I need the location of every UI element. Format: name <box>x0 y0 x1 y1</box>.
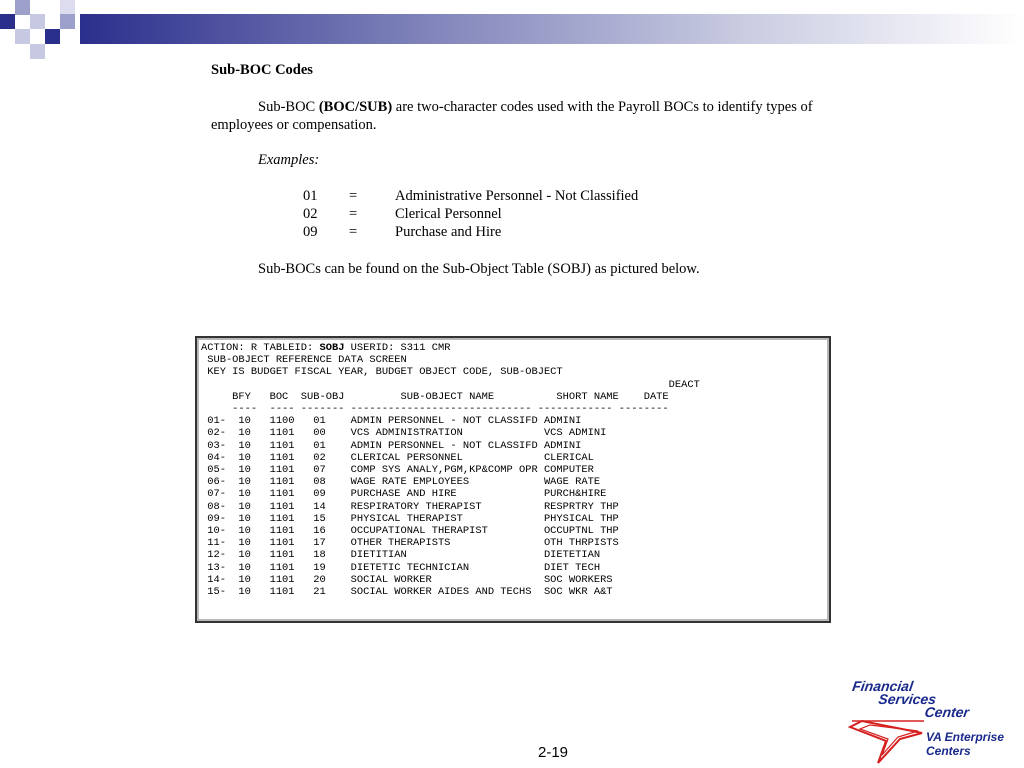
example-description: Administrative Personnel - Not Classified <box>395 188 639 204</box>
table-row: 07- 10 1101 09 PURCHASE AND HIRE PURCH&HIRE <box>201 488 607 501</box>
table-row: 11- 10 1101 17 OTHER THERAPISTS OTH THRPISTS <box>201 537 619 550</box>
intro-pre: Sub-BOC <box>258 99 319 115</box>
example-equals: = <box>349 224 358 240</box>
terminal-content <box>201 342 825 617</box>
example-description: Clerical Personnel <box>395 206 502 222</box>
decor-square <box>0 14 15 29</box>
intro-paragraph <box>211 98 831 134</box>
action-line <box>201 342 450 354</box>
header-deact-line: DEACT <box>201 378 700 391</box>
example-code: 01 <box>303 188 318 204</box>
table-row: 05- 10 1101 07 COMP SYS ANALY,PGM,KP&COMP OPR COMPUTER <box>201 464 594 476</box>
closing-paragraph: Sub-BOCs can be found on the Sub-Object Table (SOBJ) as pictured below. <box>258 261 700 277</box>
example-equals: = <box>349 206 358 222</box>
column-divider-line: ---- ---- ------- ----------------------------- ------------ -------- <box>201 403 669 415</box>
decor-square <box>15 0 30 15</box>
example-code: 02 <box>303 206 318 222</box>
table-id: SOBJ <box>319 342 345 354</box>
table-row: 13- 10 1101 19 DIETETIC TECHNICIAN DIET TECH <box>201 561 601 574</box>
table-row: 06- 10 1101 08 WAGE RATE EMPLOYEES WAGE RATE <box>201 476 601 489</box>
table-row: 04- 10 1101 02 CLERICAL PERSONNEL CLERICAL <box>201 451 594 464</box>
logo-line-services: Services <box>877 691 938 707</box>
action-line-suffix: USERID: S311 CMR <box>344 342 451 354</box>
screen-title-line: SUB-OBJECT REFERENCE DATA SCREEN <box>201 354 407 367</box>
decor-square <box>30 14 45 29</box>
decor-square <box>60 14 75 29</box>
decor-square <box>30 44 45 59</box>
logo-line-va-enterprise: VA Enterprise <box>926 730 1005 744</box>
page-heading: Sub-BOC Codes <box>211 62 313 78</box>
table-row: 10- 10 1101 16 OCCUPATIONAL THERAPIST OCCUPTNL THP <box>201 525 619 537</box>
table-row: 12- 10 1101 18 DIETITIAN DIETETIAN <box>201 549 601 562</box>
table-row: 14- 10 1101 20 SOCIAL WORKER SOC WORKERS <box>201 573 613 586</box>
decor-square <box>60 0 75 15</box>
logo-line-center: Center <box>923 704 971 720</box>
key-line: KEY IS BUDGET FISCAL YEAR, BUDGET OBJECT CODE, SUB-OBJECT <box>201 366 563 379</box>
title-gradient-bar <box>80 14 1024 44</box>
table-row: 01- 10 1100 01 ADMIN PERSONNEL - NOT CLASSIFD ADMINI <box>201 415 582 428</box>
table-row: 02- 10 1101 00 VCS ADMINISTRATION VCS ADMINI <box>201 427 607 440</box>
sobj-terminal-screen <box>195 336 831 623</box>
decor-square <box>15 29 30 44</box>
example-description: Purchase and Hire <box>395 224 502 240</box>
intro-post: are two-character codes used with the Payroll BOCs to identify types of employees or compensation. <box>211 99 813 133</box>
fsc-logo <box>848 675 1020 765</box>
table-row: 08- 10 1101 14 RESPIRATORY THERAPIST RESPRTRY THP <box>201 500 619 513</box>
intro-bold: (BOC/SUB) <box>318 99 393 115</box>
logo-line-financial: Financial <box>851 678 915 694</box>
star-icon <box>850 721 924 763</box>
table-row: 03- 10 1101 01 ADMIN PERSONNEL - NOT CLASSIFD ADMINI <box>201 439 582 452</box>
example-code: 09 <box>303 224 318 240</box>
decor-square <box>45 29 60 44</box>
action-line-prefix: ACTION: R TABLEID: <box>201 342 320 354</box>
page-number: 2-19 <box>538 744 569 761</box>
examples-label: Examples: <box>258 152 320 168</box>
column-header-line: BFY BOC SUB-OBJ SUB-OBJECT NAME SHORT NAME DATE <box>201 390 669 403</box>
example-equals: = <box>349 188 358 204</box>
table-row: 09- 10 1101 15 PHYSICAL THERAPIST PHYSICAL THP <box>201 512 619 525</box>
table-row: 15- 10 1101 21 SOCIAL WORKER AIDES AND TECHS SOC WKR A&T <box>201 586 613 598</box>
logo-line-centers: Centers <box>926 744 971 758</box>
